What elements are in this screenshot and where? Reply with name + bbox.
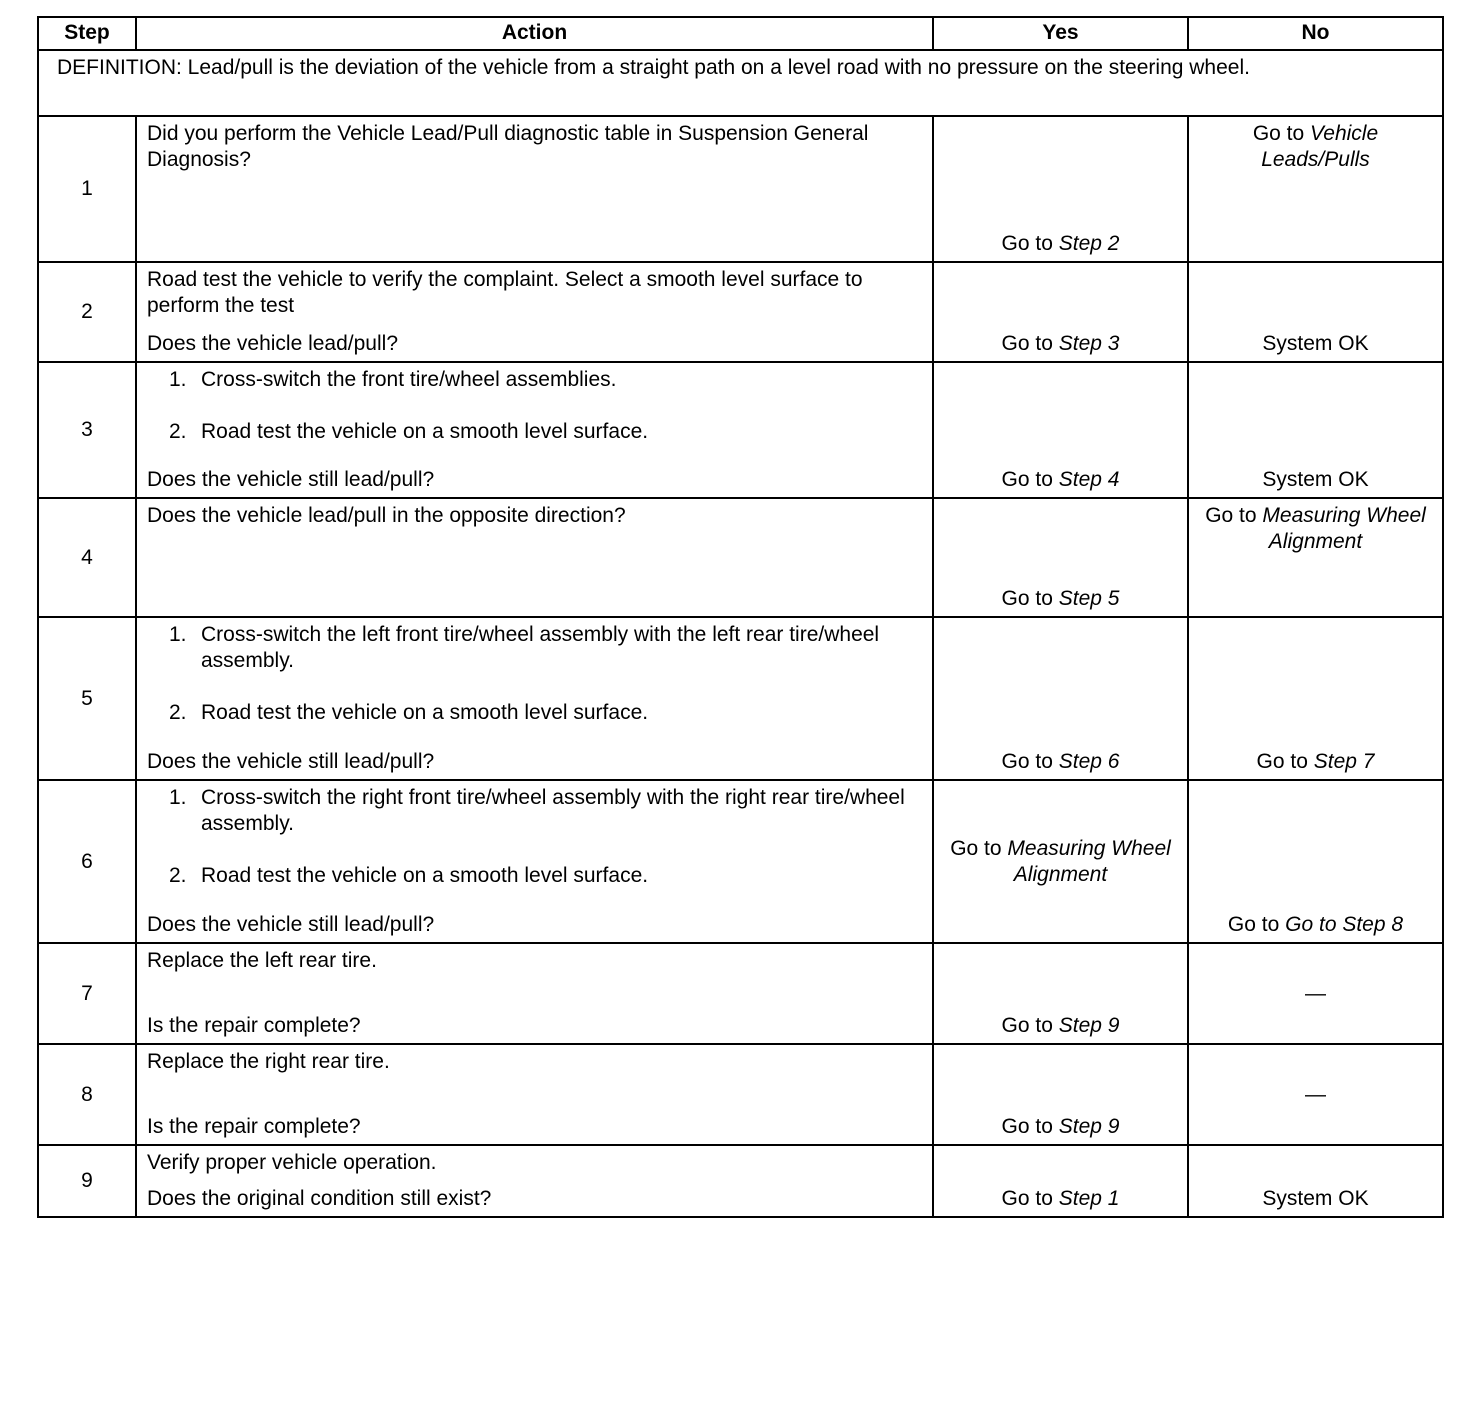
- action-items: [147, 1049, 922, 1083]
- no-result: [1188, 617, 1443, 780]
- yes-prefix: Go to: [1001, 587, 1053, 610]
- definition-row: [38, 50, 1443, 116]
- no-prefix: System OK: [1262, 468, 1369, 491]
- no-link: Step 7: [1313, 750, 1375, 773]
- step-number: 9: [38, 1145, 136, 1217]
- step-number: 6: [38, 780, 136, 943]
- action-content: [147, 622, 922, 775]
- action-cell: [136, 262, 933, 362]
- step-number: 1: [38, 116, 136, 262]
- action-question: Is the repair complete?: [147, 1115, 361, 1138]
- action-cell: [136, 362, 933, 498]
- header-row: [38, 17, 1443, 50]
- step-index: 2.: [169, 420, 187, 443]
- yes-result: [933, 1145, 1188, 1217]
- action-content: [147, 1150, 922, 1212]
- yes-prefix: Go to: [1001, 1014, 1053, 1037]
- action-question: Does the vehicle still lead/pull?: [147, 468, 435, 491]
- no-prefix: Go to: [1256, 750, 1308, 773]
- action-content: [147, 785, 922, 938]
- table-row: [38, 780, 1443, 943]
- no-link: Measuring Wheel Alignment: [1262, 504, 1426, 553]
- header-yes: Yes: [933, 17, 1188, 50]
- step-text: Road test the vehicle on a smooth level surface.: [201, 864, 649, 887]
- header-action: Action: [136, 17, 933, 50]
- no-result: [1188, 116, 1443, 262]
- yes-link: Step 6: [1058, 750, 1120, 773]
- action-items: [147, 785, 922, 897]
- action-content: [147, 503, 922, 612]
- action-content: [147, 367, 922, 493]
- action-text: Does the vehicle lead/pull in the opposite direction?: [147, 504, 626, 527]
- no-result: [1188, 262, 1443, 362]
- yes-result: [933, 943, 1188, 1044]
- yes-link: Step 9: [1058, 1115, 1120, 1138]
- step-text: Cross-switch the left front tire/wheel assembly with the left rear tire/wheel assembly.: [201, 623, 880, 672]
- step-index: 1.: [169, 623, 187, 646]
- action-question: Does the vehicle still lead/pull?: [147, 913, 435, 936]
- yes-prefix: Go to: [1001, 1115, 1053, 1138]
- action-question: Does the original condition still exist?: [147, 1187, 492, 1210]
- no-prefix: System OK: [1262, 1187, 1369, 1210]
- yes-prefix: Go to: [1001, 468, 1053, 491]
- action-items: [147, 121, 922, 181]
- action-cell: [136, 1044, 933, 1145]
- action-text: Road test the vehicle to verify the complaint. Select a smooth level surface to perform the test: [147, 268, 863, 317]
- yes-result: [933, 498, 1188, 617]
- step-index: 2.: [169, 864, 187, 887]
- yes-link: Measuring Wheel Alignment: [1007, 836, 1171, 886]
- action-cell: [136, 1145, 933, 1217]
- action-question: Does the vehicle lead/pull?: [147, 332, 398, 355]
- table-row: [38, 362, 1443, 498]
- action-content: [147, 121, 922, 257]
- action-cell: [136, 943, 933, 1044]
- no-result: [1188, 1145, 1443, 1217]
- action-text: Replace the right rear tire.: [147, 1050, 390, 1073]
- yes-link: Step 1: [1058, 1187, 1120, 1210]
- yes-link: Step 2: [1058, 232, 1120, 255]
- action-cell: [136, 617, 933, 780]
- step-text: Cross-switch the right front tire/wheel assembly with the right rear tire/wheel assembly.: [201, 786, 905, 835]
- action-content: [147, 267, 922, 357]
- table-row: [38, 943, 1443, 1044]
- action-items: [147, 622, 922, 734]
- no-result: [1188, 362, 1443, 498]
- table-row: [38, 1145, 1443, 1217]
- no-result: [1188, 943, 1443, 1044]
- action-items: [147, 503, 922, 537]
- table-row: [38, 116, 1443, 262]
- header-no: No: [1188, 17, 1443, 50]
- no-link: Go to Step 8: [1285, 913, 1404, 936]
- no-prefix: Go to: [1205, 504, 1257, 527]
- definition-text: DEFINITION: Lead/pull is the deviation of the vehicle from a straight path on a level road with no pressure on the steering wheel.: [38, 50, 1443, 116]
- action-question: Is the repair complete?: [147, 1014, 361, 1037]
- numbered-step: [147, 622, 922, 674]
- step-number: 8: [38, 1044, 136, 1145]
- step-number: 2: [38, 262, 136, 362]
- step-index: 1.: [169, 786, 187, 809]
- yes-result: [933, 262, 1188, 362]
- step-text: Cross-switch the front tire/wheel assemblies.: [201, 368, 617, 391]
- action-items: [147, 948, 922, 982]
- yes-link: Step 5: [1058, 587, 1120, 610]
- action-items: [147, 267, 922, 327]
- yes-prefix: Go to: [1001, 1187, 1053, 1210]
- action-text: Verify proper vehicle operation.: [147, 1151, 437, 1174]
- action-text: Did you perform the Vehicle Lead/Pull diagnostic table in Suspension General Diagnosis?: [147, 122, 869, 171]
- table-row: [38, 1044, 1443, 1145]
- yes-prefix: Go to: [1001, 750, 1053, 773]
- no-prefix: System OK: [1262, 332, 1369, 355]
- action-content: [147, 948, 922, 1039]
- action-cell: [136, 498, 933, 617]
- action-cell: [136, 780, 933, 943]
- yes-result: [933, 617, 1188, 780]
- no-link: Vehicle Leads/Pulls: [1261, 122, 1379, 171]
- action-cell: [136, 116, 933, 262]
- action-content: [147, 1049, 922, 1140]
- yes-prefix: Go to: [1001, 232, 1053, 255]
- header-step: Step: [38, 17, 136, 50]
- no-result: [1188, 498, 1443, 617]
- step-number: 5: [38, 617, 136, 780]
- no-result: [1188, 1044, 1443, 1145]
- step-text: Road test the vehicle on a smooth level surface.: [201, 420, 649, 443]
- numbered-step: [147, 419, 922, 445]
- step-index: 2.: [169, 701, 187, 724]
- table-row: [38, 498, 1443, 617]
- yes-prefix: Go to: [950, 836, 1002, 860]
- step-number: 3: [38, 362, 136, 498]
- yes-link: Step 4: [1058, 468, 1120, 491]
- no-prefix: Go to: [1227, 913, 1280, 936]
- no-prefix: —: [1305, 981, 1326, 1005]
- step-number: 4: [38, 498, 136, 617]
- yes-result: [933, 362, 1188, 498]
- table-row: [38, 262, 1443, 362]
- numbered-step: [147, 785, 922, 837]
- no-prefix: Go to: [1252, 122, 1305, 145]
- yes-result: [933, 780, 1188, 943]
- step-index: 1.: [169, 368, 187, 391]
- numbered-step: [147, 367, 922, 393]
- no-result: [1188, 780, 1443, 943]
- yes-result: [933, 1044, 1188, 1145]
- table-row: [38, 617, 1443, 780]
- action-question: Does the vehicle still lead/pull?: [147, 750, 435, 773]
- yes-prefix: Go to: [1001, 332, 1053, 355]
- step-number: 7: [38, 943, 136, 1044]
- yes-link: Step 9: [1058, 1014, 1120, 1037]
- step-text: Road test the vehicle on a smooth level surface.: [201, 701, 649, 724]
- action-text: Replace the left rear tire.: [147, 949, 377, 972]
- numbered-step: [147, 863, 922, 889]
- yes-link: Step 3: [1058, 332, 1120, 355]
- yes-result: [933, 116, 1188, 262]
- action-items: [147, 367, 922, 453]
- no-prefix: —: [1305, 1082, 1326, 1106]
- diagnostic-table: [37, 16, 1444, 1218]
- action-items: [147, 1150, 922, 1184]
- numbered-step: [147, 700, 922, 726]
